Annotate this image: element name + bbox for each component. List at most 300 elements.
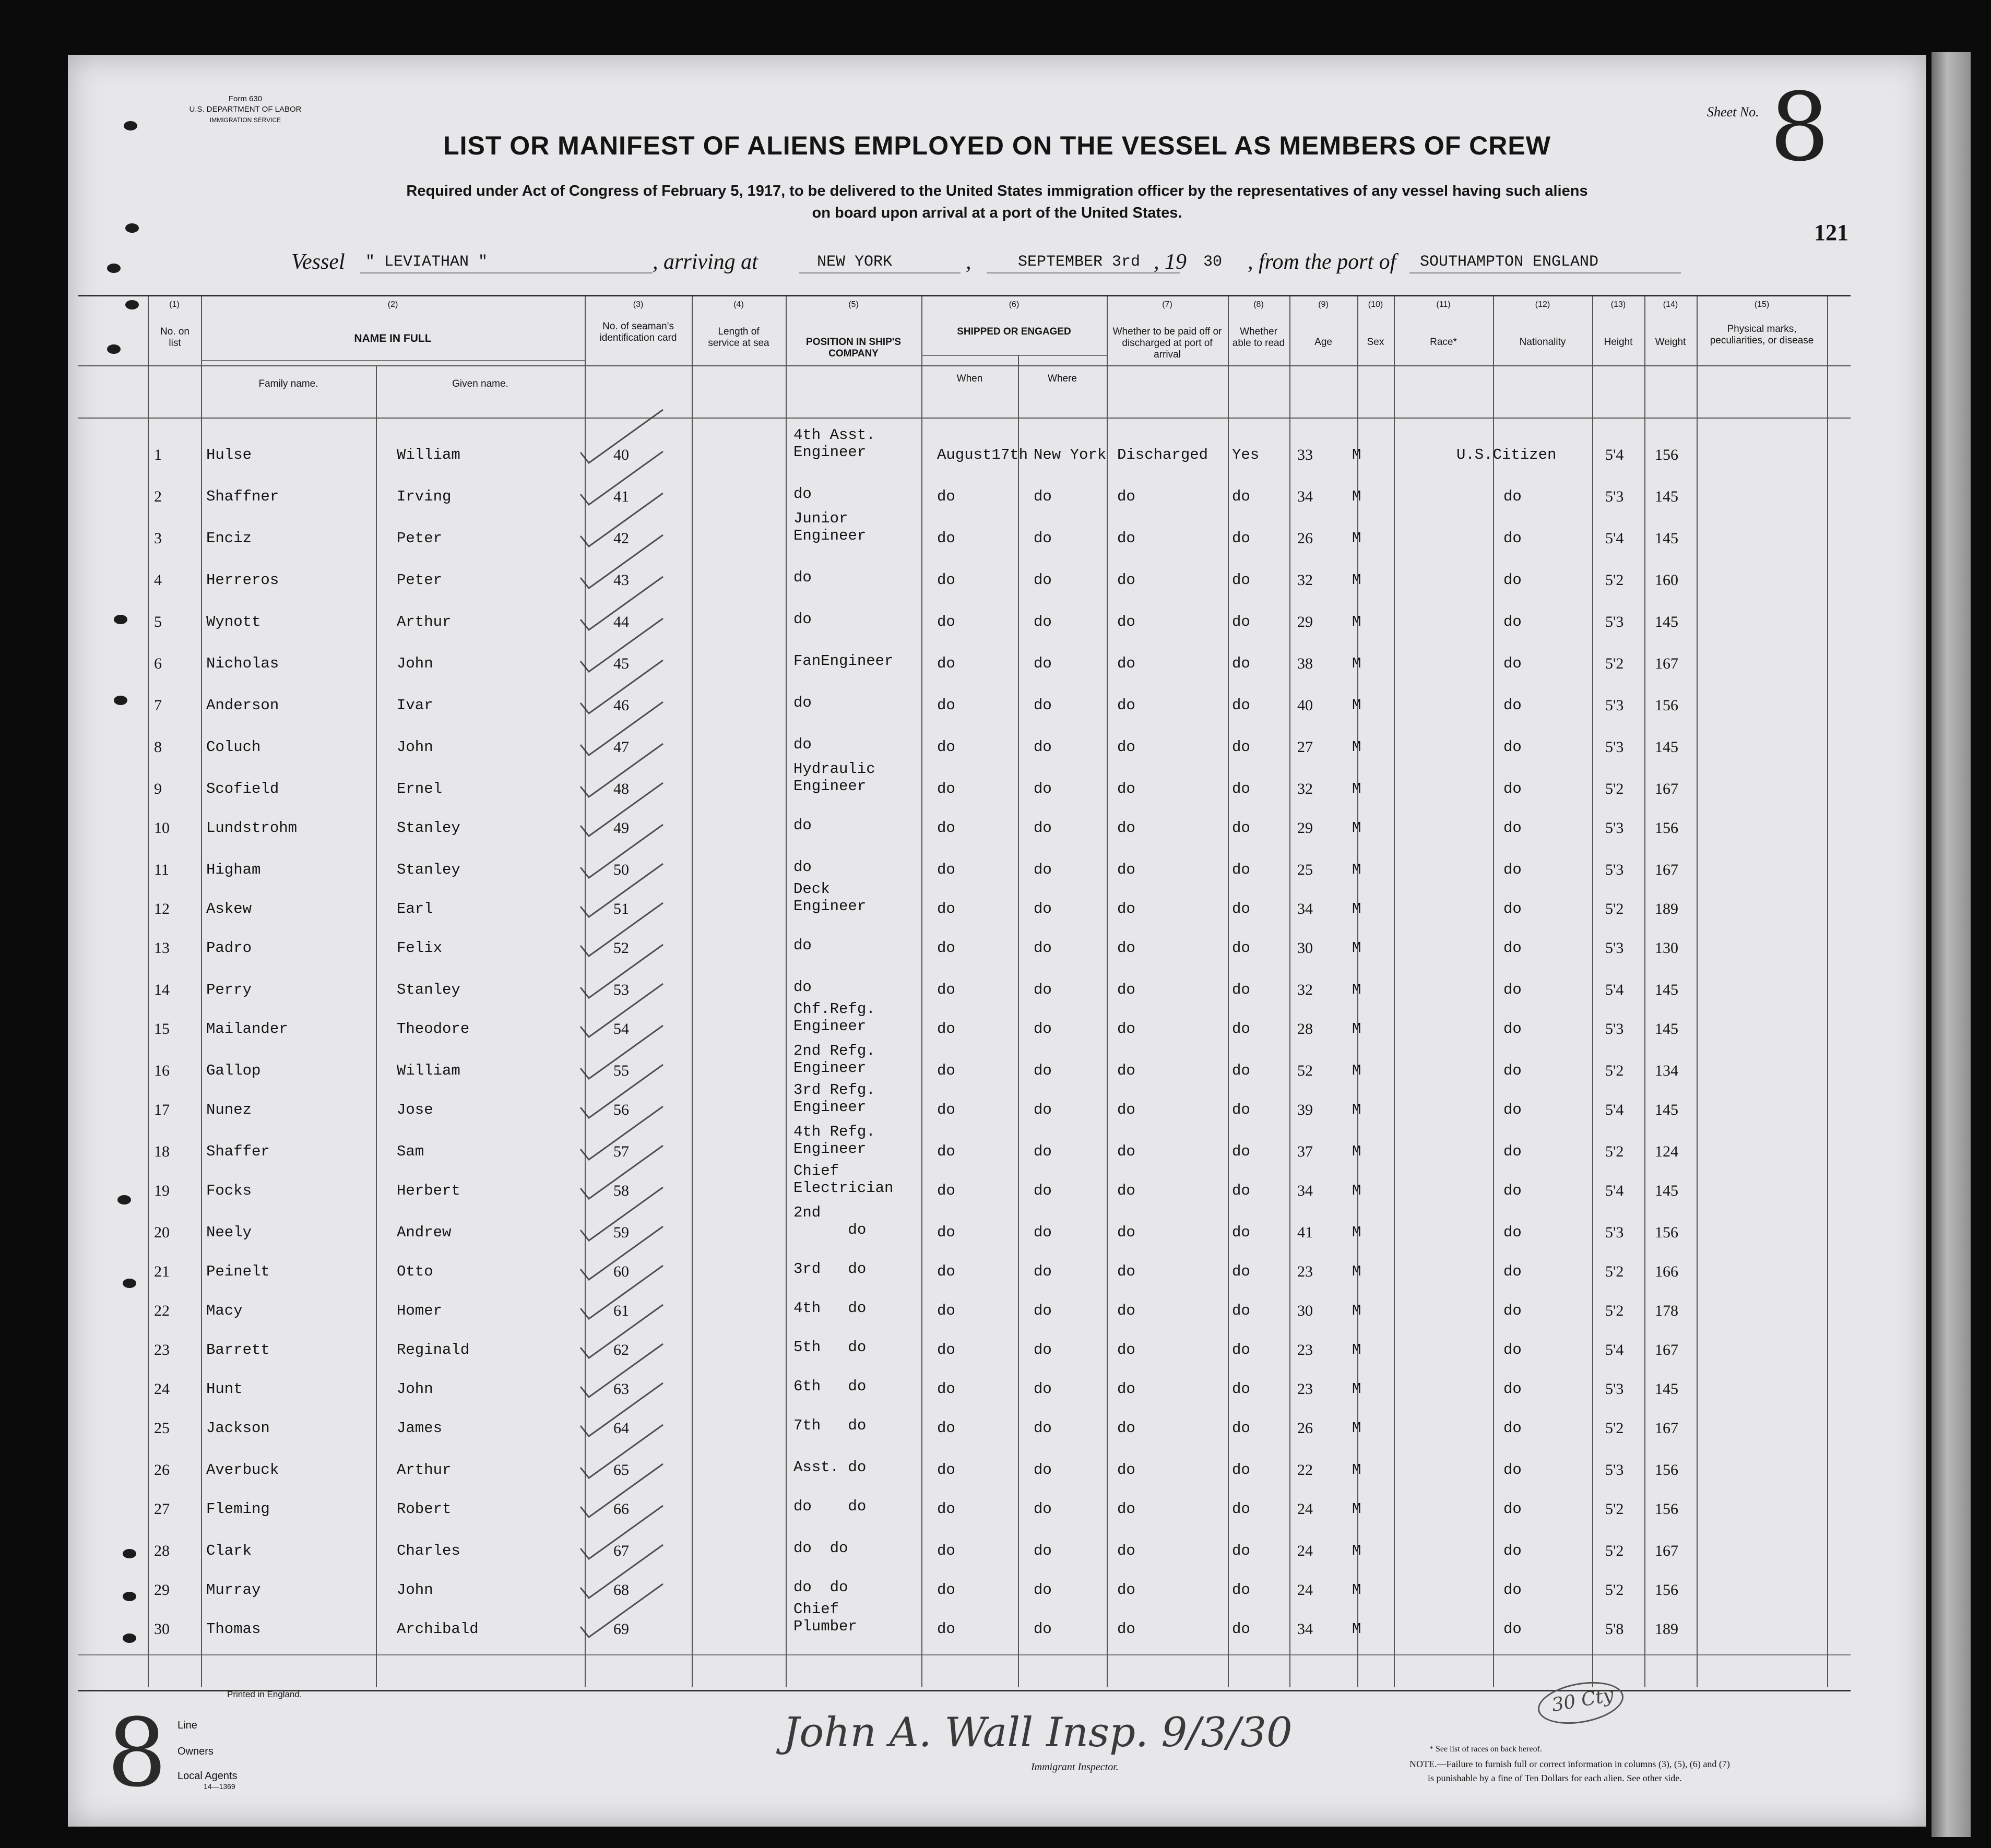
row-number: 26 xyxy=(154,1461,170,1479)
nationality: do xyxy=(1503,780,1522,797)
family-name: Perry xyxy=(206,981,252,998)
check-mark xyxy=(580,1383,663,1436)
family-name: Clark xyxy=(206,1542,252,1559)
weight: 178 xyxy=(1655,1302,1678,1319)
nationality: do xyxy=(1503,939,1522,957)
service-label: IMMIGRATION SERVICE xyxy=(209,116,281,124)
nationality: do xyxy=(1503,1341,1522,1358)
page-title: LIST OR MANIFEST OF ALIENS EMPLOYED ON THE VESSEL AS MEMBERS OF CREW xyxy=(443,131,1551,160)
nationality: do xyxy=(1503,1182,1522,1199)
seaman-card-number: 66 xyxy=(613,1500,629,1518)
able-to-read: do xyxy=(1232,1542,1250,1559)
weight: 156 xyxy=(1655,446,1678,463)
shipped-when: do xyxy=(937,697,955,714)
age: 34 xyxy=(1297,900,1313,917)
footer-agents-label: Local Agents xyxy=(177,1770,238,1782)
able-to-read: do xyxy=(1232,981,1250,998)
sex: M xyxy=(1352,697,1361,714)
height: 5'3 xyxy=(1605,613,1624,630)
given-name: William xyxy=(397,446,460,463)
nationality: do xyxy=(1503,981,1522,998)
sex: M xyxy=(1352,1420,1361,1437)
given-name: John xyxy=(397,1380,433,1398)
position-line-2: 3rd do xyxy=(793,1260,867,1278)
able-to-read: do xyxy=(1232,780,1250,797)
seaman-card-number: 41 xyxy=(613,488,629,505)
row-number: 8 xyxy=(154,738,162,756)
check-mark xyxy=(580,1464,663,1517)
check-mark xyxy=(580,1226,663,1280)
row-number: 16 xyxy=(154,1062,170,1079)
shipped-when: do xyxy=(937,1461,955,1479)
header-weight: Weight xyxy=(1655,337,1686,348)
shipped-where: do xyxy=(1034,1263,1052,1280)
family-name: Lundstrohm xyxy=(206,819,298,837)
family-name: Higham xyxy=(206,861,261,878)
check-mark xyxy=(580,984,663,1037)
given-name: Homer xyxy=(397,1302,443,1319)
given-name: Robert xyxy=(397,1500,452,1518)
subtitle-line-1: Required under Act of Congress of February 5, 1917, to be delivered to the United States immigration officer by the representatives of any vessel having such aliens xyxy=(406,183,1588,199)
seaman-card-number: 57 xyxy=(613,1143,629,1160)
paid-off-status: do xyxy=(1117,738,1135,756)
family-name: Jackson xyxy=(206,1420,270,1437)
seaman-card-number: 55 xyxy=(613,1062,629,1079)
check-mark xyxy=(580,1584,663,1637)
family-name: Wynott xyxy=(206,613,261,630)
able-to-read: do xyxy=(1232,488,1250,505)
row-number: 28 xyxy=(154,1542,170,1559)
age: 22 xyxy=(1297,1461,1313,1479)
sheet-number: 8 xyxy=(1770,73,1830,182)
circled-note: 30 Cty xyxy=(1535,1676,1627,1730)
height: 5'3 xyxy=(1605,697,1624,714)
row-number: 2 xyxy=(154,488,162,505)
shipped-when: do xyxy=(937,1062,955,1079)
age: 25 xyxy=(1297,861,1313,878)
sex: M xyxy=(1352,738,1361,756)
shipped-when: do xyxy=(937,530,955,547)
able-to-read: do xyxy=(1232,613,1250,630)
shipped-when: do xyxy=(937,981,955,998)
check-mark xyxy=(580,1266,663,1319)
nationality: do xyxy=(1503,1224,1522,1241)
shipped-where: do xyxy=(1034,1101,1052,1118)
position-line-2: Engineer xyxy=(793,527,867,544)
paid-off-status: do xyxy=(1117,1224,1135,1241)
column-number: (13) xyxy=(1610,300,1626,309)
sex: M xyxy=(1352,861,1361,878)
header-given-name: Given name. xyxy=(452,378,508,389)
able-to-read: do xyxy=(1232,571,1250,589)
from-port: SOUTHAMPTON ENGLAND xyxy=(1420,253,1599,271)
position-line-2: do xyxy=(793,859,812,876)
nationality: do xyxy=(1503,738,1522,756)
weight: 145 xyxy=(1655,981,1678,998)
given-name: Peter xyxy=(397,571,443,589)
position-line-1: 4th Asst. xyxy=(793,426,875,444)
shipped-when: do xyxy=(937,939,955,957)
seaman-card-number: 54 xyxy=(613,1020,629,1038)
height: 5'2 xyxy=(1605,1143,1624,1160)
nationality: do xyxy=(1503,1062,1522,1079)
header-height: Height xyxy=(1604,337,1633,348)
seaman-card-number: 62 xyxy=(613,1341,629,1358)
given-name: Andrew xyxy=(397,1224,452,1241)
nationality: do xyxy=(1503,1263,1522,1280)
position-line-1: 2nd Refg. xyxy=(793,1042,875,1059)
seaman-card-number: 47 xyxy=(613,738,629,756)
row-number: 21 xyxy=(154,1263,170,1280)
shipped-when: do xyxy=(937,1581,955,1599)
sex: M xyxy=(1352,571,1361,589)
family-name: Anderson xyxy=(206,697,279,714)
weight: 160 xyxy=(1655,571,1678,589)
age: 26 xyxy=(1297,530,1313,547)
shipped-when: do xyxy=(937,1020,955,1038)
age: 33 xyxy=(1297,446,1313,463)
position-line-1: 4th Refg. xyxy=(793,1123,875,1140)
row-number: 1 xyxy=(154,446,162,463)
family-name: Shaffer xyxy=(206,1143,270,1160)
position-line-2: do xyxy=(793,937,812,954)
weight: 167 xyxy=(1655,1420,1678,1437)
comma: , xyxy=(966,250,971,274)
family-name: Scofield xyxy=(206,780,279,797)
given-name: Jose xyxy=(397,1101,433,1118)
position-line-2: Engineer xyxy=(793,1140,867,1158)
sex: M xyxy=(1352,780,1361,797)
check-mark xyxy=(580,1146,663,1199)
seaman-card-number: 60 xyxy=(613,1263,629,1280)
able-to-read: do xyxy=(1232,655,1250,672)
shipped-when: do xyxy=(937,1542,955,1559)
able-to-read: do xyxy=(1232,861,1250,878)
sex: M xyxy=(1352,1020,1361,1038)
height: 5'3 xyxy=(1605,939,1624,957)
seaman-card-number: 40 xyxy=(613,446,629,463)
sex: M xyxy=(1352,655,1361,672)
department-label: U.S. DEPARTMENT OF LABOR xyxy=(189,105,302,114)
shipped-when: do xyxy=(937,613,955,630)
given-name: Earl xyxy=(397,900,433,917)
height: 5'2 xyxy=(1605,571,1624,589)
check-mark xyxy=(580,1344,663,1397)
age: 34 xyxy=(1297,488,1313,505)
family-name: Hunt xyxy=(206,1380,243,1398)
sex: M xyxy=(1352,1182,1361,1199)
shipped-where: do xyxy=(1034,1500,1052,1518)
age: 39 xyxy=(1297,1101,1313,1118)
height: 5'3 xyxy=(1605,1380,1624,1398)
weight: 130 xyxy=(1655,939,1678,957)
sex: M xyxy=(1352,1380,1361,1398)
shipped-where: do xyxy=(1034,530,1052,547)
header-able-read: Whether able to read xyxy=(1232,326,1285,349)
year-prefix: , 19 xyxy=(1154,250,1187,274)
shipped-when: do xyxy=(937,1224,955,1241)
shipped-when: do xyxy=(937,819,955,837)
arriving-label: , arriving at xyxy=(653,250,758,274)
seaman-card-number: 68 xyxy=(613,1581,629,1599)
row-number: 7 xyxy=(154,697,162,714)
paid-off-status: do xyxy=(1117,488,1135,505)
able-to-read: do xyxy=(1232,1062,1250,1079)
weight: 156 xyxy=(1655,1500,1678,1518)
check-mark xyxy=(580,1305,663,1358)
paid-off-status: do xyxy=(1117,613,1135,630)
shipped-when: do xyxy=(937,1500,955,1518)
paid-off-status: do xyxy=(1117,1380,1135,1398)
paid-off-status: do xyxy=(1117,1542,1135,1559)
age: 38 xyxy=(1297,655,1313,672)
column-number: (14) xyxy=(1663,300,1678,309)
given-name: Stanley xyxy=(397,981,460,998)
shipped-where: do xyxy=(1034,1143,1052,1160)
position-line-2: Electrician xyxy=(793,1179,894,1197)
shipped-where: do xyxy=(1034,1020,1052,1038)
header-where: Where xyxy=(1048,373,1077,384)
shipped-where: do xyxy=(1034,1182,1052,1199)
family-name: Shaffner xyxy=(206,488,279,505)
position-line-2: do xyxy=(793,694,812,711)
column-number: (10) xyxy=(1368,300,1383,309)
weight: 145 xyxy=(1655,613,1678,630)
seaman-card-number: 56 xyxy=(613,1101,629,1118)
weight: 134 xyxy=(1655,1062,1678,1079)
able-to-read: do xyxy=(1232,1263,1250,1280)
able-to-read: do xyxy=(1232,738,1250,756)
shipped-when: do xyxy=(937,1263,955,1280)
nationality: do xyxy=(1503,900,1522,917)
weight: 166 xyxy=(1655,1263,1678,1280)
given-name: Ernel xyxy=(397,780,443,797)
shipped-where: do xyxy=(1034,738,1052,756)
nationality: do xyxy=(1503,1302,1522,1319)
sex: M xyxy=(1352,1581,1361,1599)
seaman-card-number: 42 xyxy=(613,530,629,547)
age: 30 xyxy=(1297,939,1313,957)
family-name: Nunez xyxy=(206,1101,252,1118)
position-line-1: 3rd Refg. xyxy=(793,1081,875,1099)
row-number: 18 xyxy=(154,1143,170,1160)
row-number: 29 xyxy=(154,1581,170,1599)
able-to-read: do xyxy=(1232,530,1250,547)
seaman-card-number: 65 xyxy=(613,1461,629,1479)
family-name: Barrett xyxy=(206,1341,270,1358)
family-name: Padro xyxy=(206,939,252,957)
row-number: 14 xyxy=(154,981,170,998)
age: 37 xyxy=(1297,1143,1313,1160)
paid-off-status: do xyxy=(1117,861,1135,878)
seaman-card-number: 59 xyxy=(613,1224,629,1241)
height: 5'4 xyxy=(1605,1101,1624,1118)
nationality: do xyxy=(1503,1020,1522,1038)
footer-agents-code: 14—1369 xyxy=(204,1782,235,1791)
position-line-2: do xyxy=(793,569,812,586)
row-number: 15 xyxy=(154,1020,170,1038)
sex: M xyxy=(1352,1101,1361,1118)
sex: M xyxy=(1352,1500,1361,1518)
page-number: 121 xyxy=(1814,220,1848,245)
shipped-when: do xyxy=(937,900,955,917)
height: 5'3 xyxy=(1605,488,1624,505)
age: 24 xyxy=(1297,1542,1313,1559)
shipped-where: do xyxy=(1034,571,1052,589)
nationality: U.S.Citizen xyxy=(1456,446,1557,463)
header-seaman-card: No. of seaman's identification card xyxy=(599,321,677,343)
seaman-card-number: 69 xyxy=(613,1620,629,1638)
seaman-card-number: 50 xyxy=(613,861,629,878)
position-line-1: Chief xyxy=(793,1162,839,1179)
position-line-1: 2nd xyxy=(793,1204,821,1221)
age: 23 xyxy=(1297,1263,1313,1280)
able-to-read: do xyxy=(1232,819,1250,837)
family-name: Gallop xyxy=(206,1062,261,1079)
sex: M xyxy=(1352,939,1361,957)
race-note: * See list of races on back hereof. xyxy=(1429,1745,1542,1754)
height: 5'3 xyxy=(1605,1461,1624,1479)
height: 5'2 xyxy=(1605,1302,1624,1319)
seaman-card-number: 52 xyxy=(613,939,629,957)
nationality: do xyxy=(1503,697,1522,714)
shipped-where: do xyxy=(1034,1224,1052,1241)
check-mark xyxy=(580,864,663,917)
weight: 145 xyxy=(1655,1380,1678,1398)
shipped-where: do xyxy=(1034,1461,1052,1479)
sex: M xyxy=(1352,1302,1361,1319)
position-line-1: Junior xyxy=(793,510,848,527)
height: 5'3 xyxy=(1605,861,1624,878)
height: 5'2 xyxy=(1605,1581,1624,1599)
position-line-2: do do xyxy=(793,1540,848,1557)
age: 24 xyxy=(1297,1581,1313,1599)
shipped-when: do xyxy=(937,1380,955,1398)
sex: M xyxy=(1352,981,1361,998)
seaman-card-number: 51 xyxy=(613,900,629,917)
row-number: 22 xyxy=(154,1302,170,1319)
sheet-number-label: Sheet No. xyxy=(1707,104,1759,120)
given-name: Theodore xyxy=(397,1020,470,1038)
given-name: John xyxy=(397,655,433,672)
age: 27 xyxy=(1297,738,1313,756)
column-number: (3) xyxy=(633,300,644,309)
weight: 145 xyxy=(1655,1182,1678,1199)
shipped-where: do xyxy=(1034,819,1052,837)
paid-off-status: do xyxy=(1117,697,1135,714)
shipped-when: do xyxy=(937,655,955,672)
shipped-when: do xyxy=(937,780,955,797)
position-line-2: FanEngineer xyxy=(793,652,894,670)
given-name: Charles xyxy=(397,1542,460,1559)
position-line-2: do xyxy=(793,485,812,503)
paid-off-status: Discharged xyxy=(1117,446,1208,463)
arrival-port: NEW YORK xyxy=(817,253,893,271)
seaman-card-number: 44 xyxy=(613,613,629,630)
column-number: (15) xyxy=(1754,300,1770,309)
family-name: Mailander xyxy=(206,1020,288,1038)
height: 5'2 xyxy=(1605,1500,1624,1518)
paid-off-status: do xyxy=(1117,939,1135,957)
age: 40 xyxy=(1297,697,1313,714)
paid-off-status: do xyxy=(1117,1420,1135,1437)
shipped-where: do xyxy=(1034,1380,1052,1398)
family-name: Enciz xyxy=(206,530,252,547)
position-line-1: Hydraulic xyxy=(793,760,875,778)
sex: M xyxy=(1352,1341,1361,1358)
age: 34 xyxy=(1297,1182,1313,1199)
shipped-where: do xyxy=(1034,900,1052,917)
shipped-where: do xyxy=(1034,1581,1052,1599)
check-mark xyxy=(580,1065,663,1118)
shipped-where: do xyxy=(1034,697,1052,714)
able-to-read: do xyxy=(1232,1020,1250,1038)
weight: 189 xyxy=(1655,900,1678,917)
able-to-read: do xyxy=(1232,1500,1250,1518)
header-name-in-full: NAME IN FULL xyxy=(354,332,432,344)
shipped-where: do xyxy=(1034,981,1052,998)
given-name: Sam xyxy=(397,1143,424,1160)
shipped-when: do xyxy=(937,1302,955,1319)
position-line-2: do xyxy=(793,979,812,996)
column-number: (2) xyxy=(387,300,398,309)
shipped-where: do xyxy=(1034,488,1052,505)
paid-off-status: do xyxy=(1117,1341,1135,1358)
header-nationality: Nationality xyxy=(1519,337,1566,348)
age: 23 xyxy=(1297,1380,1313,1398)
nationality: do xyxy=(1503,1620,1522,1638)
column-number: (7) xyxy=(1162,300,1172,309)
able-to-read: do xyxy=(1232,1341,1250,1358)
weight: 145 xyxy=(1655,530,1678,547)
able-to-read: do xyxy=(1232,1101,1250,1118)
given-name: Herbert xyxy=(397,1182,460,1199)
paid-off-status: do xyxy=(1117,1143,1135,1160)
able-to-read: do xyxy=(1232,1380,1250,1398)
height: 5'3 xyxy=(1605,738,1624,756)
family-name: Averbuck xyxy=(206,1461,279,1479)
age: 32 xyxy=(1297,780,1313,797)
paid-off-status: do xyxy=(1117,900,1135,917)
age: 29 xyxy=(1297,819,1313,837)
able-to-read: do xyxy=(1232,900,1250,917)
height: 5'2 xyxy=(1605,900,1624,917)
column-number: (4) xyxy=(733,300,744,309)
weight: 156 xyxy=(1655,1224,1678,1241)
able-to-read: do xyxy=(1232,1224,1250,1241)
shipped-where: do xyxy=(1034,1542,1052,1559)
able-to-read: do xyxy=(1232,1620,1250,1638)
position-line-2: do xyxy=(793,611,812,628)
given-name: William xyxy=(397,1062,460,1079)
shipped-when: do xyxy=(937,1620,955,1638)
height: 5'2 xyxy=(1605,655,1624,672)
paid-off-status: do xyxy=(1117,1461,1135,1479)
check-mark xyxy=(580,410,663,463)
seaman-card-number: 49 xyxy=(613,819,629,837)
inspector-label: Immigrant Inspector. xyxy=(1031,1761,1119,1773)
given-name: Arthur xyxy=(397,1461,452,1479)
header-age: Age xyxy=(1314,337,1332,348)
shipped-where: do xyxy=(1034,1062,1052,1079)
shipped-where: do xyxy=(1034,1341,1052,1358)
shipped-when: do xyxy=(937,861,955,878)
row-number: 27 xyxy=(154,1500,170,1518)
paid-off-status: do xyxy=(1117,1182,1135,1199)
shipped-when: do xyxy=(937,571,955,589)
column-number: (5) xyxy=(848,300,859,309)
sex: M xyxy=(1352,446,1361,463)
